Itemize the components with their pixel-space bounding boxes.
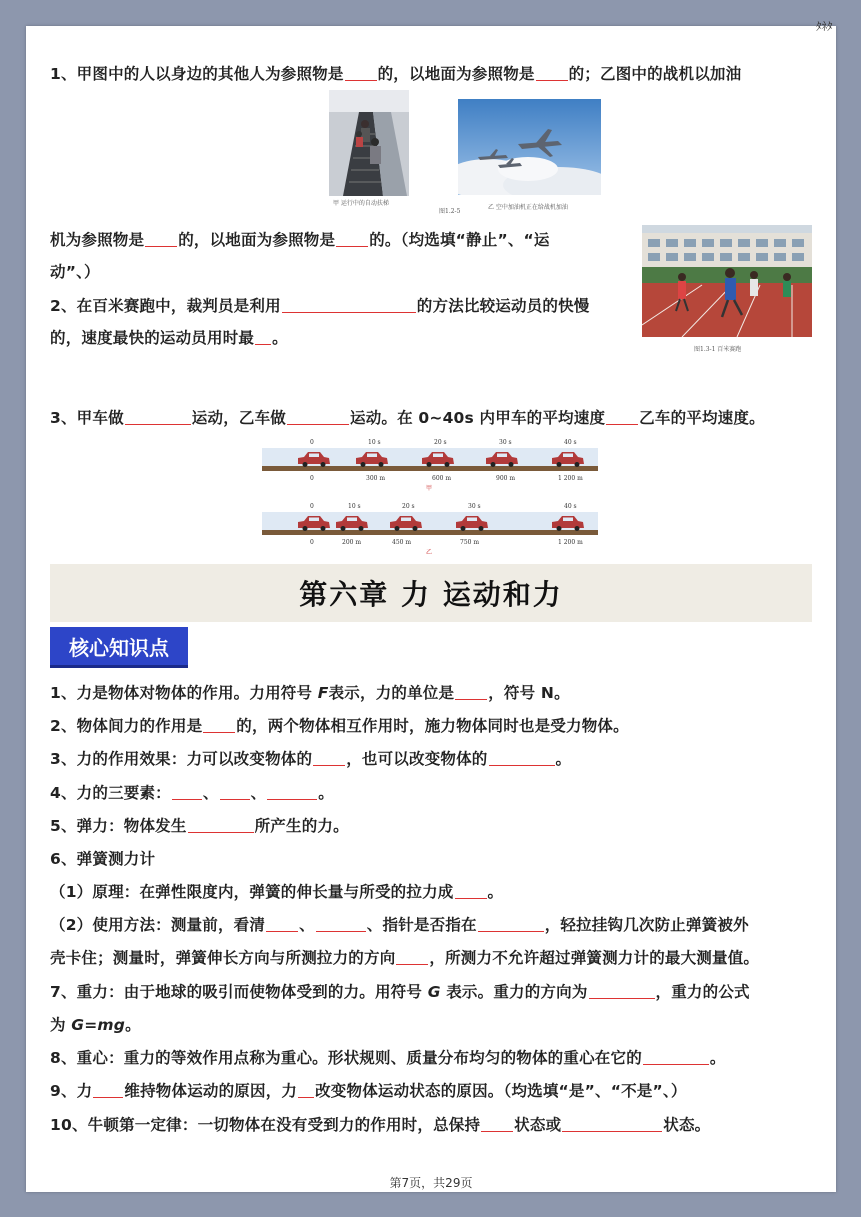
k7-line: [50, 980, 750, 1002]
blank: [287, 410, 349, 425]
jia-time-1: 10 s: [368, 439, 381, 446]
blank: [266, 917, 298, 932]
jia-dist-0: 0: [310, 475, 314, 482]
sprint-fig-caption: 图1.3-1 百米赛跑: [694, 346, 742, 353]
q1-line1: [50, 62, 741, 84]
blank: [282, 298, 416, 313]
k8-line: [50, 1046, 726, 1068]
q1-line3: 动”、）: [50, 263, 100, 281]
k7-text-c: ，重力的公式: [655, 983, 750, 1001]
blank: [643, 1050, 709, 1065]
yi-time-4: 40 s: [564, 503, 577, 510]
page-footer: 第7页，共29页: [389, 1176, 473, 1190]
k1-text-a: 1、力是物体对物体的作用。力用符号: [50, 684, 318, 702]
k3-text-a: 3、力的作用效果：力可以改变物体的: [50, 750, 313, 768]
q1-text-b: 的，以地面为参照物是: [377, 65, 535, 83]
blank: [267, 785, 317, 800]
jia-dist-1: 300 m: [366, 475, 386, 482]
blank: [336, 232, 368, 247]
k6-2-text-b: 、指针是否指在: [366, 916, 477, 934]
k3-text-b: ，也可以改变物体的: [346, 750, 488, 768]
k7-text-b: 表示。重力的方向为: [440, 983, 588, 1001]
jia-time-2: 20 s: [434, 439, 447, 446]
yi-time-2: 20 s: [402, 503, 415, 510]
k9-text-b: 维持物体运动的原因，力: [124, 1082, 298, 1100]
k5-text-b: 所产生的力。: [254, 817, 349, 835]
k4-sep: 、: [250, 784, 267, 802]
q3-text-d: 乙车的平均速度。: [639, 409, 765, 427]
blank: [345, 66, 377, 81]
k6-3-text-b: ，所测力不允许超过弹簧测力计的最大测量值。: [429, 949, 760, 967]
k6-1-line: [50, 880, 503, 902]
k6-2-text-a: （2）使用方法：测量前，看清: [50, 916, 266, 934]
blank: [220, 785, 250, 800]
jia-dist-2: 600 m: [432, 475, 452, 482]
k4-line: [50, 781, 334, 803]
blank: [203, 718, 235, 733]
blank: [172, 785, 202, 800]
blank: [255, 330, 271, 345]
k6-2-sep: 、: [299, 916, 315, 934]
k6-2-line: [50, 913, 749, 935]
k3-text-c: 。: [555, 750, 572, 768]
k7-text-a: 7、重力：由于地球的吸引而使物体受到的力。用符号: [50, 983, 428, 1001]
yi-dist-1: 200 m: [342, 539, 362, 546]
chapter-title: 第六章 力 运动和力: [50, 564, 812, 622]
q2-line2: [50, 326, 288, 348]
q1-text-a: 1、甲图中的人以身边的其他人为参照物是: [50, 65, 344, 83]
blank: [316, 917, 366, 932]
blank: [536, 66, 568, 81]
jia-time-4: 40 s: [564, 439, 577, 446]
k9-text-a: 9、力: [50, 1082, 93, 1100]
q2-text-d: 。: [272, 329, 288, 347]
k7-2-text-b: 。: [125, 1016, 141, 1034]
k9-line: [50, 1079, 687, 1101]
blank: [145, 232, 177, 247]
k7-2-text-a: 为: [50, 1016, 72, 1034]
jia-label: 甲: [426, 485, 433, 492]
q1-text-c: 的；乙图中的战机以加油: [568, 65, 742, 83]
q1-text-d: 机为参照物是: [50, 231, 145, 249]
section-tag: 核心知识点: [50, 627, 188, 668]
blank: [589, 984, 655, 999]
k2-line: [50, 714, 629, 736]
k6-line: 6、弹簧测力计: [50, 850, 156, 868]
q2-line1: [50, 294, 590, 316]
k7-2-line: [50, 1013, 141, 1035]
blank: [93, 1083, 123, 1098]
k6-3-text-a: 壳卡住；测量时，弹簧伸长方向与所测拉力的方向: [50, 949, 396, 967]
yi-dist-0: 0: [310, 539, 314, 546]
q2-text-b: 的方法比较运动员的快慢: [416, 297, 590, 315]
k6-2-text-c: ，轻拉挂钩几次防止弹簧被外: [544, 916, 749, 934]
blank: [455, 685, 487, 700]
blank: [478, 917, 544, 932]
k10-line: [50, 1113, 710, 1135]
k10-text-b: 状态或: [514, 1116, 562, 1134]
blank: [481, 1117, 513, 1132]
road-diagram-yi: [262, 500, 598, 558]
blank: [606, 410, 638, 425]
blank: [188, 818, 254, 833]
yi-time-1: 10 s: [348, 503, 361, 510]
k6-3-line: [50, 946, 759, 968]
k9-text-c: 改变物体运动状态的原因。（均选填“是”、“不是”、）: [315, 1082, 687, 1100]
fig-yi-caption: 乙 空中加油机正在给战机加油: [488, 204, 568, 211]
k1-text-b: 表示，力的单位是: [328, 684, 455, 702]
escalator-photo: [329, 90, 409, 196]
k2-text-b: 的，两个物体相互作用时，施力物体同时也是受力物体。: [236, 717, 629, 735]
q3-text-c: 运动。在 0~40s 内甲车的平均速度: [350, 409, 606, 427]
yi-time-3: 30 s: [468, 503, 481, 510]
yi-time-0: 0: [310, 503, 314, 510]
blank: [489, 751, 555, 766]
yi-dist-3: 750 m: [460, 539, 480, 546]
fig-jia-caption: 甲 运行中的自动扶梯: [333, 200, 389, 207]
k10-text-c: 状态。: [663, 1116, 711, 1134]
blank: [562, 1117, 662, 1132]
k4-text-a: 4、力的三要素：: [50, 784, 171, 802]
blank: [125, 410, 191, 425]
k1-symbol: F: [317, 684, 329, 702]
q2-text-a: 2、在百米赛跑中，裁判员是利用: [50, 297, 281, 315]
q3-text-a: 3、甲车做: [50, 409, 124, 427]
jia-dist-3: 900 m: [496, 475, 516, 482]
k6-1-text-a: （1）原理：在弹性限度内，弹簧的伸长量与所受的拉力成: [50, 883, 454, 901]
blank: [455, 884, 487, 899]
fig-num: 图1.2-5: [439, 208, 461, 215]
document-page: [26, 20, 836, 1192]
jia-dist-4: 1 200 m: [558, 475, 583, 482]
k2-text-a: 2、物体间力的作用是: [50, 717, 203, 735]
q2-text-c: 的，速度最快的运动员用时最: [50, 329, 255, 347]
k1-line: [50, 681, 570, 703]
yi-dist-2: 450 m: [392, 539, 412, 546]
sprint-race-photo: [642, 225, 812, 337]
q3-text-b: 运动，乙车做: [191, 409, 286, 427]
k10-text-a: 10、牛顿第一定律：一切物体在没有受到力的作用时，总保持: [50, 1116, 481, 1134]
yi-label: 乙: [426, 549, 433, 556]
k1-text-c: ，符号 N。: [488, 684, 570, 702]
q1-line2: [50, 228, 550, 250]
refueling-jets-photo: [458, 99, 601, 195]
corner-mark: ﾀﾈﾀ: [816, 20, 833, 33]
blank: [396, 950, 428, 965]
k4-sep: 、: [202, 784, 219, 802]
k8-text-a: 8、重心：重力的等效作用点称为重心。形状规则、质量分布均匀的物体的重心在它的: [50, 1049, 642, 1067]
k5-line: [50, 814, 349, 836]
jia-time-3: 30 s: [499, 439, 512, 446]
blank: [298, 1083, 314, 1098]
jia-time-0: 0: [310, 439, 314, 446]
yi-dist-4: 1 200 m: [558, 539, 583, 546]
q1-text-f: 的。（均选填“静止”、“运: [369, 231, 550, 249]
road-diagram-jia: [262, 436, 598, 494]
k7-symbol: G: [427, 983, 441, 1001]
q3-line: [50, 406, 765, 428]
k8-text-b: 。: [709, 1049, 726, 1067]
q1-text-e: 的，以地面为参照物是: [178, 231, 336, 249]
k6-1-text-b: 。: [487, 883, 504, 901]
blank: [313, 751, 345, 766]
k3-line: [50, 747, 571, 769]
gravity-formula: G=mg: [71, 1016, 126, 1034]
k5-text-a: 5、弹力：物体发生: [50, 817, 187, 835]
k4-end: 。: [318, 784, 334, 802]
